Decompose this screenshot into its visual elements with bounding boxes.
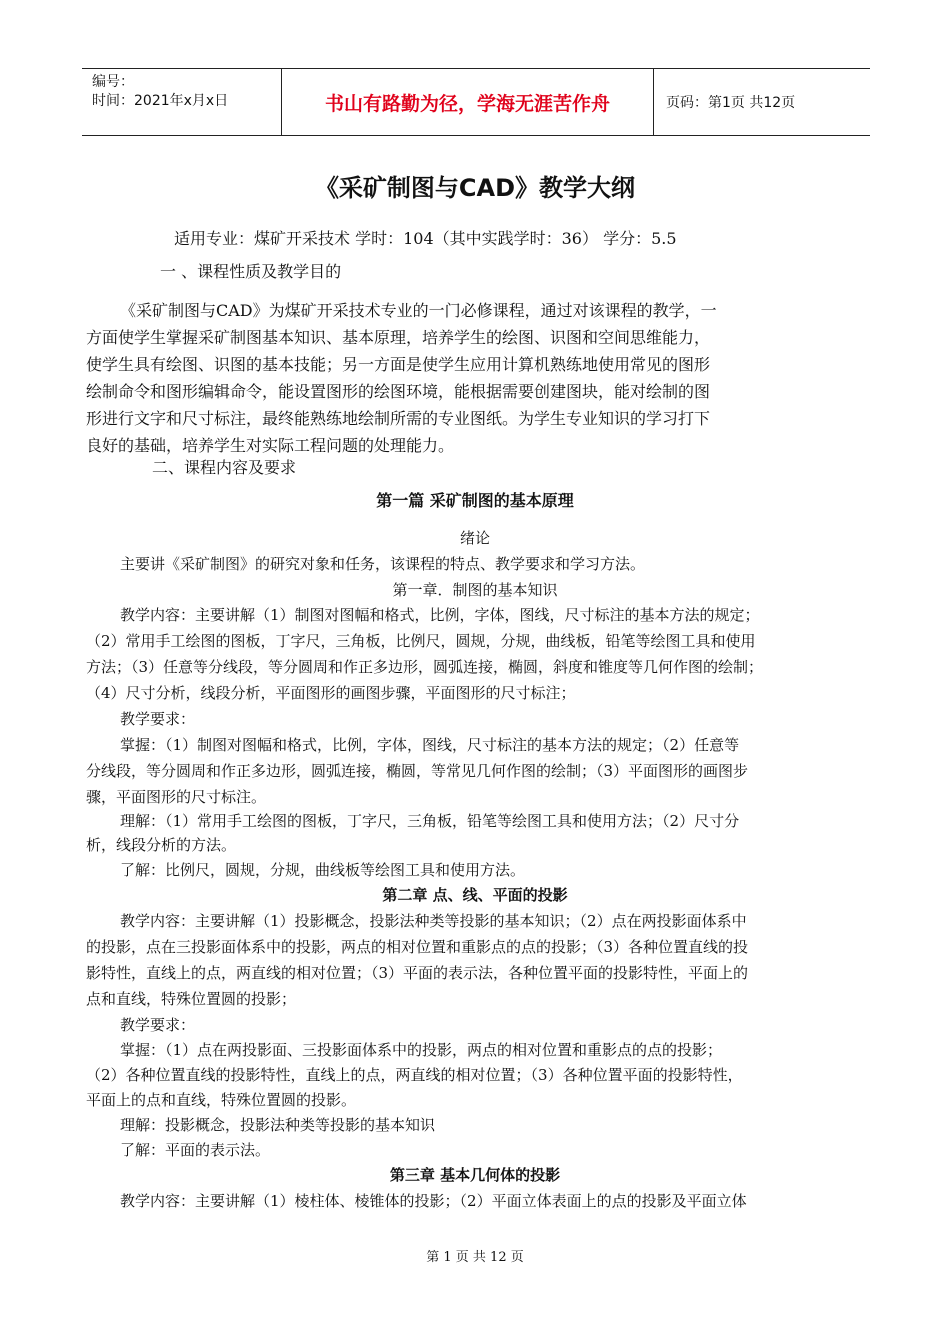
chapter1-line: 析，线段分析的方法。 <box>86 836 237 854</box>
chapter2-line: 平面上的点和直线，特殊位置圆的投影。 <box>86 1091 357 1109</box>
chapter2-line: 影特性，直线上的点，两直线的相对位置；（3）平面的表示法，各种位置平面的投影特性，平面上的 <box>86 964 749 982</box>
document-header-table <box>82 68 870 136</box>
page-info-text: 页码：第1页 共12页 <box>666 95 796 111</box>
time-label: 时间：2021年x月x日 <box>92 93 229 109</box>
slogan-text: 书山有路勤为径，学海无涯苦作舟 <box>324 92 610 115</box>
chapter2-line: 理解：投影概念，投影法种类等投影的基本知识 <box>120 1116 436 1134</box>
intro-line: 绘制命令和图形编辑命令，能设置图形的绘图环境，能根据需要创建图块，能对绘制的图 <box>86 382 711 401</box>
meta-line: 适用专业：煤矿开采技术 学时：104（其中实践学时：36） 学分：5.5 <box>174 229 677 248</box>
chapter2-line: 教学内容：主要讲解（1）投影概念，投影法种类等投影的基本知识；（2）点在两投影面体系中 <box>120 912 747 930</box>
chapter1-line: 掌握：（1）制图对图幅和格式，比例，字体，图线，尺寸标注的基本方法的规定；（2）任意等 <box>120 736 740 754</box>
intro-line: 《采矿制图与CAD》为煤矿开采技术专业的一门必修课程，通过对该课程的教学，一 <box>120 301 717 320</box>
chapter2-line: 掌握：（1）点在两投影面、三投影面体系中的投影，两点的相对位置和重影点的点的投影； <box>120 1041 723 1059</box>
section1-heading: 一 、课程性质及教学目的 <box>160 262 342 281</box>
chapter2-line: 了解：平面的表示法。 <box>120 1141 271 1159</box>
intro-text: 主要讲《采矿制图》的研究对象和任务，该课程的特点、教学要求和学习方法。 <box>120 555 646 573</box>
chapter2-line: 的投影，点在三投影面体系中的投影，两点的相对位置和重影点的点的投影；（3）各种位置直线的投 <box>86 938 749 956</box>
slogan-cell <box>282 69 654 135</box>
chapter3-line: 教学内容：主要讲解（1）棱柱体、棱锥体的投影；（2）平面立体表面上的点的投影及平面立体 <box>120 1192 747 1210</box>
part1-heading: 第一篇 采矿制图的基本原理 <box>376 491 574 510</box>
document-title: 《采矿制图与CAD》教学大纲 <box>314 174 636 202</box>
header-left-cell <box>82 69 282 135</box>
page-info-cell <box>654 69 870 135</box>
section2-heading: 二、课程内容及要求 <box>152 458 297 477</box>
intro-line: 方面使学生掌握采矿制图基本知识、基本原理，培养学生的绘图、识图和空间思维能力， <box>86 328 711 347</box>
chapter1-heading: 第一章．制图的基本知识 <box>392 581 558 599</box>
chapter1-line: 教学内容：主要讲解（1）制图对图幅和格式，比例，字体，图线，尺寸标注的基本方法的规定； <box>120 606 760 624</box>
chapter2-line: 教学要求： <box>120 1016 196 1034</box>
intro-line: 形进行文字和尺寸标注，最终能熟练地绘制所需的专业图纸。为学生专业知识的学习打下 <box>86 409 711 428</box>
chapter1-line: 理解：（1）常用手工绘图的图板，丁字尺，三角板，铅笔等绘图工具和使用方法；（2）尺寸分 <box>120 812 740 830</box>
chapter2-line: 点和直线，特殊位置圆的投影； <box>86 990 297 1008</box>
chapter1-line: 教学要求： <box>120 710 196 728</box>
number-label: 编号： <box>92 74 134 90</box>
chapter2-heading: 第二章 点、线、平面的投影 <box>382 886 568 904</box>
chapter1-line: 方法；（3）任意等分线段，等分圆周和作正多边形，圆弧连接，椭圆，斜度和锥度等几何作图的绘制； <box>86 658 764 676</box>
intro-line: 使学生具有绘图、识图的基本技能；另一方面是使学生应用计算机熟练地使用常见的图形 <box>86 355 711 374</box>
chapter1-line: （2）常用手工绘图的图板，丁字尺，三角板，比例尺，圆规，分规，曲线板，铅笔等绘图工具和使用 <box>86 632 756 650</box>
page-footer: 第 1 页 共 12 页 <box>426 1250 524 1265</box>
chapter1-line: （4）尺寸分析，线段分析，平面图形的画图步骤，平面图形的尺寸标注； <box>86 684 576 702</box>
intro-line: 良好的基础，培养学生对实际工程问题的处理能力。 <box>86 436 455 455</box>
chapter1-line: 骤，平面图形的尺寸标注。 <box>86 788 267 806</box>
chapter3-heading: 第三章 基本几何体的投影 <box>389 1166 561 1184</box>
chapter1-line: 了解：比例尺，圆规，分规，曲线板等绘图工具和使用方法。 <box>120 861 526 879</box>
chapter1-line: 分线段，等分圆周和作正多边形，圆弧连接，椭圆，等常见几何作图的绘制；（3）平面图形的画图步 <box>86 762 749 780</box>
intro-heading: 绪论 <box>459 529 490 547</box>
chapter2-line: （2）各种位置直线的投影特性，直线上的点，两直线的相对位置；（3）各种位置平面的投影特性， <box>86 1066 743 1084</box>
